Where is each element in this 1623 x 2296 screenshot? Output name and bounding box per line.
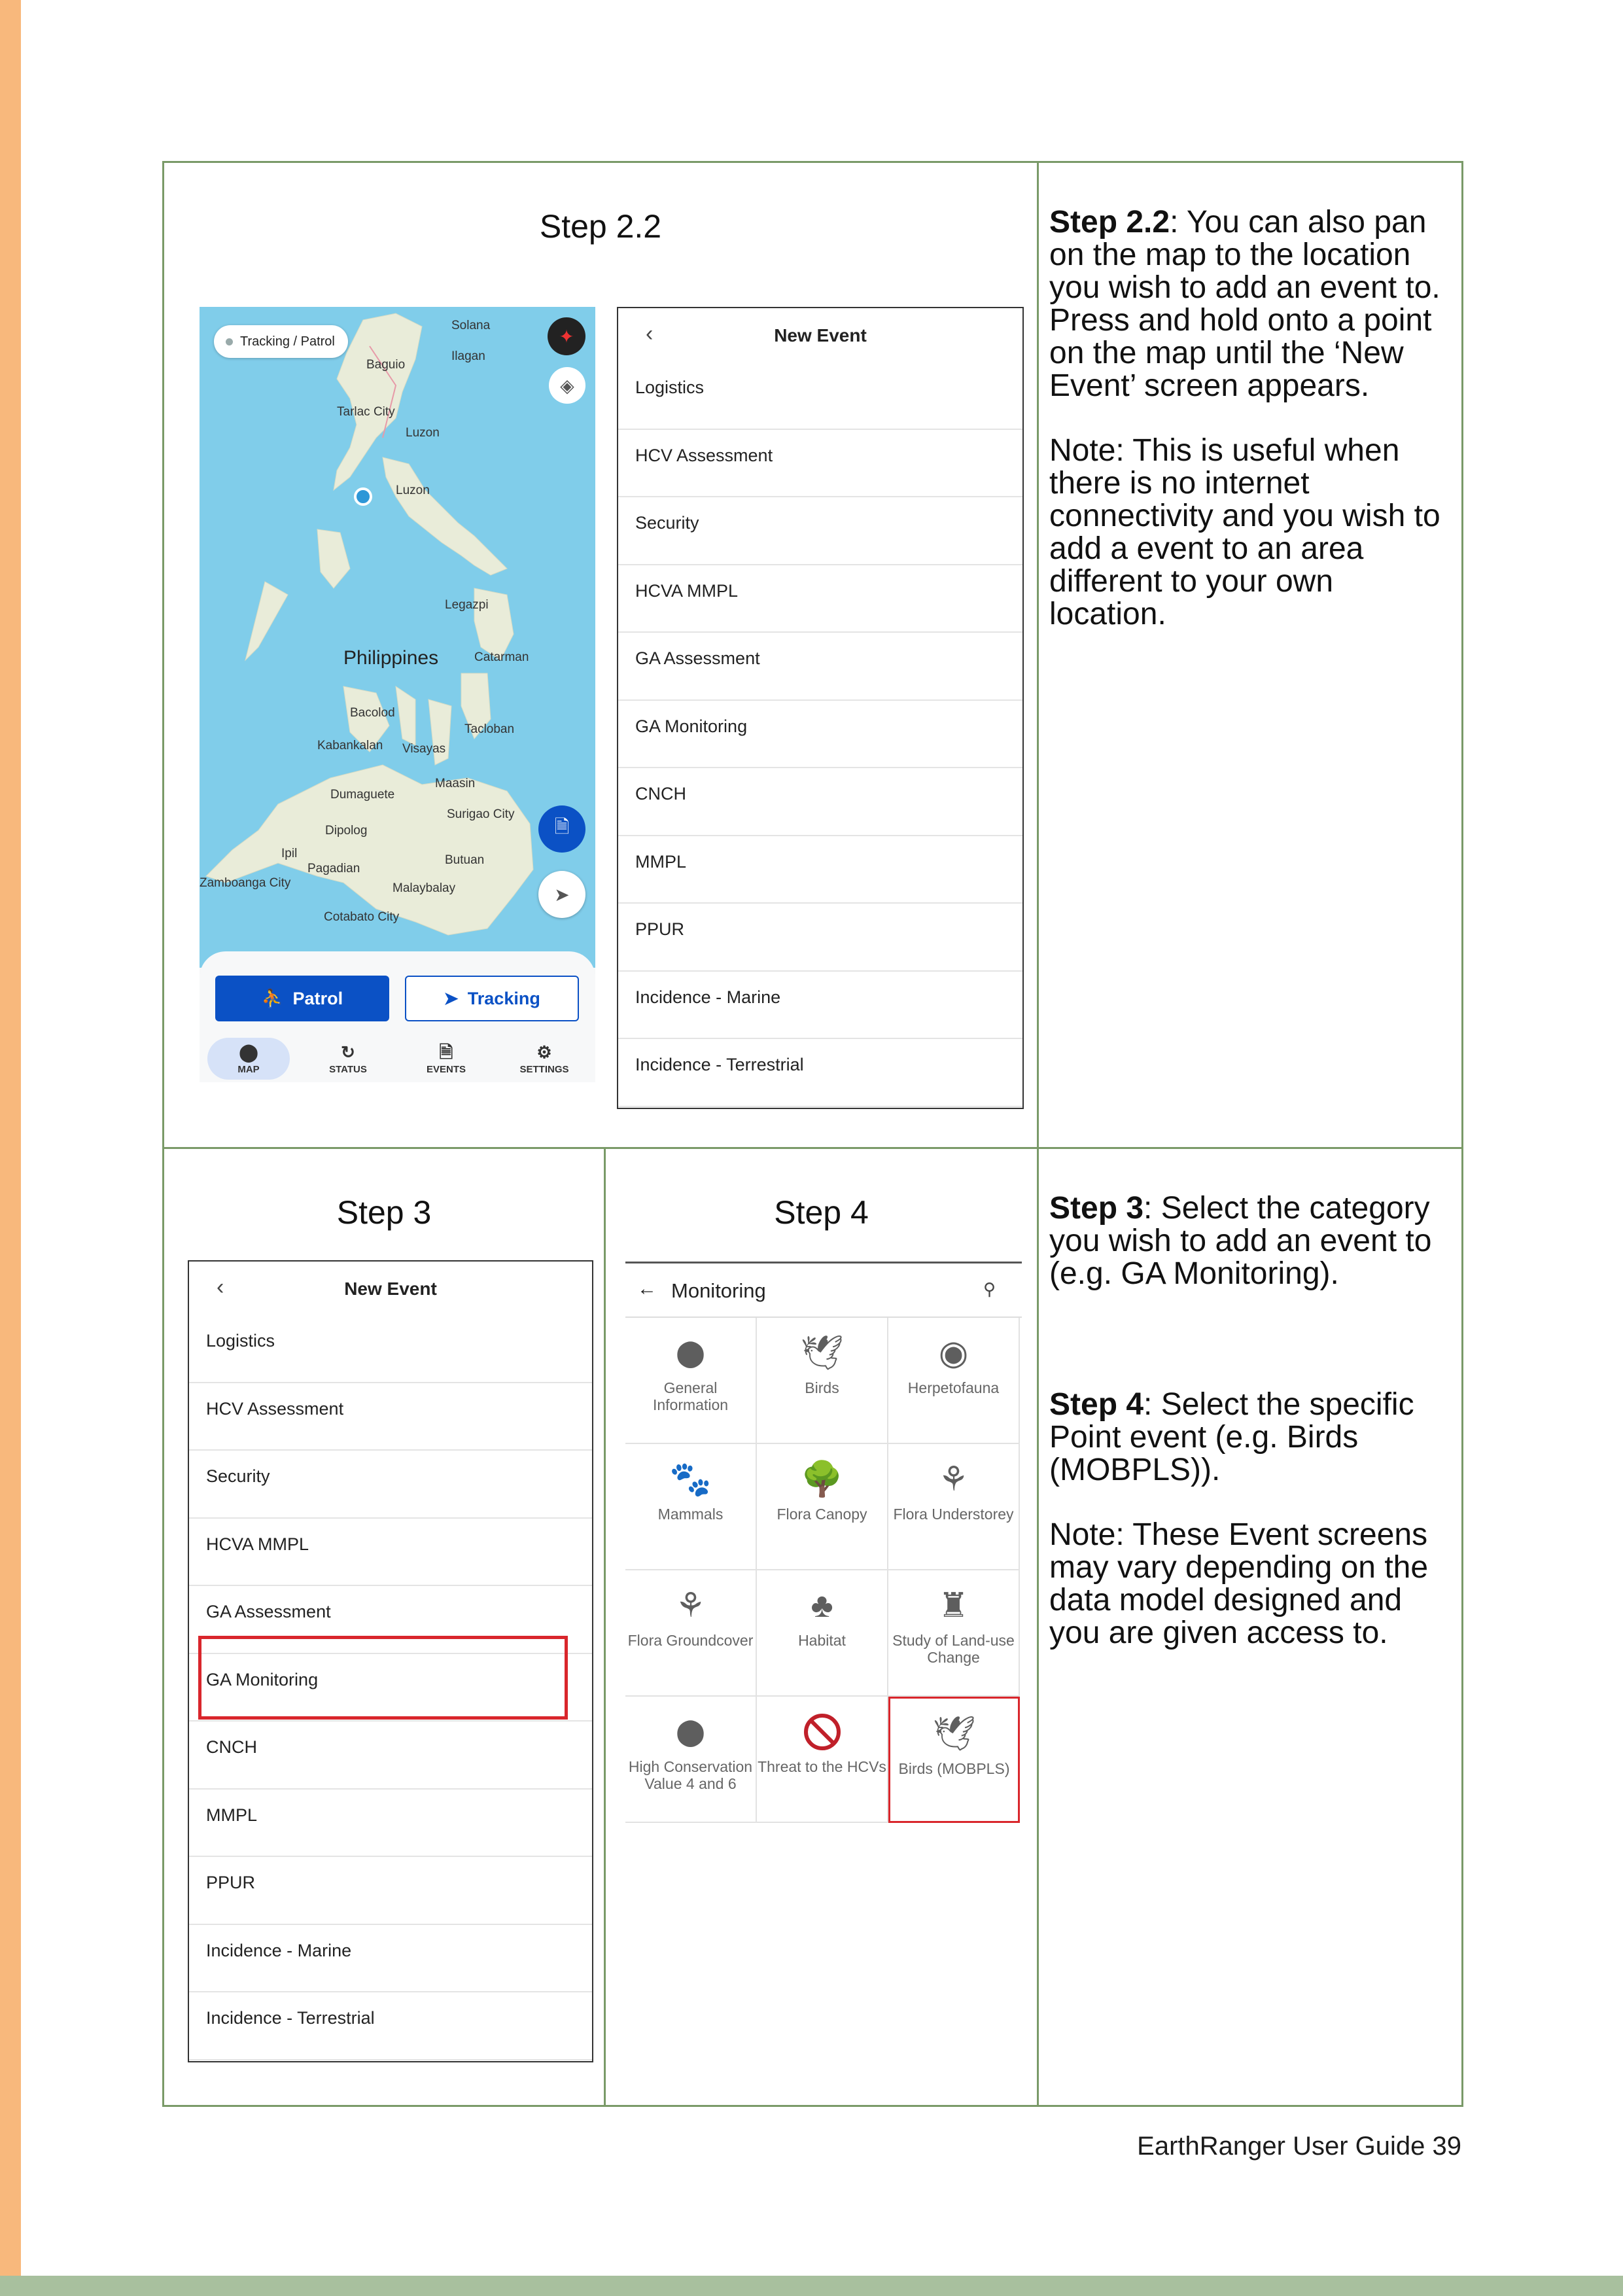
locate-icon[interactable]: ➤ (538, 871, 585, 918)
map-label-malaybalay: Malaybalay (393, 881, 456, 895)
step34-description-cell (1038, 1148, 1463, 2106)
nav-status[interactable] (307, 1038, 389, 1080)
step22-image-cell (164, 162, 1038, 1148)
step4-note: Note: These Event screens may vary depending on the data model designed and you are given access to. (1049, 1517, 1429, 1651)
step3-bold: Step 3 (1049, 1191, 1144, 1226)
ga-monitoring-highlight (198, 1636, 568, 1720)
monitoring-item-label: Habitat (798, 1632, 846, 1649)
monitoring-item[interactable] (625, 1444, 757, 1570)
dot-icon: ⬤ (676, 1339, 705, 1368)
new-event-title: New Event (774, 325, 867, 345)
step4-text: : Select the specific Point event (e.g. Birds (MOBPLS)). (1049, 1386, 1414, 1487)
list-item[interactable]: HCVA MMPL (618, 565, 1022, 633)
step22-bold: Step 2.2 (1049, 205, 1170, 239)
list-item[interactable]: HCV Assessment (189, 1383, 592, 1451)
patrol-button[interactable] (215, 976, 389, 1021)
map-label-catarman: Catarman (474, 650, 529, 664)
habitat-icon: ♣ (811, 1587, 833, 1625)
back-chevron-icon[interactable]: ‹ (646, 321, 654, 346)
map-label-butuan: Butuan (445, 853, 485, 867)
step22-description-cell (1038, 162, 1463, 1148)
monitoring-item-label: Flora Understorey (893, 1506, 1014, 1523)
list-item[interactable]: PPUR (189, 1857, 592, 1925)
step22-title: Step 2.2 (539, 208, 662, 245)
tracking-arrow-icon: ➤ (444, 988, 459, 1008)
document-icon: 🗎 (439, 1042, 453, 1062)
map-screenshot (200, 307, 595, 1082)
patrol-icon: ⛹ (261, 989, 284, 1008)
step22-text: : You can also pan on the map to the location you wish to add an event to. Press and hold onto a point on the map until the ‘New Event’ screen appears. (1049, 205, 1440, 403)
map-label-luzon: Luzon (406, 426, 440, 440)
list-item[interactable]: MMPL (189, 1790, 592, 1858)
monitoring-header (625, 1262, 1022, 1316)
step22-note: Note: This is useful when there is no internet connectivity and you wish to add a event to an area different to your own location. (1049, 433, 1440, 631)
bird-icon: 🕊 (800, 1334, 844, 1372)
list-item[interactable]: Logistics (189, 1315, 592, 1383)
map-pin-icon: ⬤ (239, 1042, 258, 1062)
nav-map[interactable] (207, 1038, 290, 1080)
map-label-pagadian: Pagadian (307, 862, 360, 875)
list-item[interactable]: Incidence - Marine (189, 1925, 592, 1993)
map-label-visayas: Visayas (402, 742, 446, 756)
monitoring-item-label: General Information (652, 1379, 729, 1414)
bottom-nav (200, 1038, 595, 1082)
list-item[interactable]: Logistics (618, 362, 1022, 430)
map-label-kabankalan: Kabankalan (317, 739, 383, 752)
tracking-button[interactable] (405, 976, 579, 1021)
bird-icon: 🕊 (932, 1715, 976, 1753)
nav-status-label: STATUS (329, 1064, 367, 1075)
nav-map-label: MAP (237, 1064, 260, 1075)
step3-title: Step 3 (336, 1194, 432, 1231)
monitoring-item[interactable] (757, 1697, 888, 1823)
monitoring-item-label: Flora Groundcover (627, 1632, 754, 1649)
map-label-tarlac: Tarlac City (337, 405, 395, 419)
add-report-icon[interactable]: 🗎 (538, 805, 585, 853)
list-item[interactable]: GA Assessment (618, 633, 1022, 701)
list-item[interactable]: HCV Assessment (618, 430, 1022, 498)
page-footer: EarthRanger User Guide 39 (1137, 2132, 1461, 2161)
list-item[interactable]: GA Monitoring (189, 1654, 592, 1722)
step4-image-cell (605, 1148, 1038, 2106)
step4-description (1049, 1388, 1450, 1487)
list-item[interactable]: MMPL (618, 836, 1022, 904)
stump-icon: ♜ (938, 1587, 969, 1625)
monitoring-item-label: High Conservation Value 4 and 6 (628, 1758, 753, 1793)
tracking-patrol-pill[interactable]: Tracking / Patrol (214, 325, 348, 358)
monitoring-item[interactable] (625, 1570, 757, 1697)
nav-settings[interactable] (503, 1038, 585, 1080)
monitoring-item[interactable] (757, 1444, 888, 1570)
map-view[interactable] (200, 307, 595, 968)
monitoring-title: Monitoring (671, 1279, 766, 1302)
prohibited-icon (757, 1708, 887, 1756)
monitoring-item[interactable] (757, 1570, 888, 1697)
map-label-ipil: Ipil (281, 847, 298, 860)
map-label-bacolod: Bacolod (350, 706, 395, 720)
tracking-button-label: Tracking (467, 988, 540, 1008)
map-label-solana: Solana (451, 319, 491, 332)
monitoring-item[interactable] (625, 1697, 757, 1823)
map-label-baguio: Baguio (366, 358, 406, 372)
monitoring-item-label: Flora Canopy (777, 1506, 867, 1523)
list-item[interactable]: HCVA MMPL (189, 1519, 592, 1587)
monitoring-item-label: Threat to the HCVs (758, 1758, 886, 1775)
step3-description (1049, 1192, 1450, 1290)
back-arrow-icon[interactable]: ← (637, 1278, 657, 1299)
monitoring-item-label: Mammals (657, 1506, 724, 1523)
map-label-luzon-2: Luzon (396, 484, 430, 497)
step4-bold: Step 4 (1049, 1386, 1144, 1422)
new-event-title: New Event (344, 1279, 437, 1299)
map-label-ilagan: Ilagan (451, 349, 485, 363)
list-item[interactable]: CNCH (189, 1722, 592, 1790)
nav-events-label: EVENTS (426, 1064, 466, 1075)
list-item[interactable]: GA Assessment (189, 1586, 592, 1654)
new-event-screen-a (617, 307, 1024, 1109)
monitoring-item[interactable] (888, 1570, 1020, 1697)
map-label-philippines: Philippines (343, 647, 439, 669)
left-accent-bar (0, 0, 21, 2296)
guide-table (162, 161, 1463, 2107)
map-label-tacloban: Tacloban (464, 722, 515, 736)
map-bottom-sheet (200, 951, 595, 1082)
monitoring-item[interactable] (757, 1318, 888, 1444)
monitoring-grid (625, 1316, 1022, 1823)
layers-icon[interactable]: ◈ (549, 367, 585, 404)
back-chevron-icon[interactable]: ‹ (217, 1275, 224, 1299)
dot-icon: ⬤ (676, 1718, 705, 1746)
mammal-icon: 🐾 (669, 1460, 712, 1498)
map-label-surigao: Surigao City (447, 807, 515, 821)
monitoring-item-label: Birds (MOBPLS) (898, 1760, 1010, 1777)
list-item[interactable]: GA Monitoring (618, 701, 1022, 769)
map-label-cotabato: Cotabato City (324, 910, 400, 924)
monitoring-item-label: Study of Land-use Change (892, 1632, 1015, 1667)
list-item[interactable]: Security (189, 1451, 592, 1519)
step3-text: : Select the category you wish to add an event to (e.g. GA Monitoring). (1049, 1191, 1432, 1291)
step22-description (1049, 206, 1450, 402)
list-item[interactable]: Incidence - Terrestrial (618, 1039, 1022, 1107)
map-label-dumaguete: Dumaguete (330, 788, 395, 802)
sprout-icon: ⚘ (675, 1587, 706, 1625)
map-label-dipolog: Dipolog (325, 824, 368, 838)
tree-icon: 🌳 (801, 1460, 843, 1498)
list-item[interactable]: Incidence - Marine (618, 972, 1022, 1040)
compass-icon[interactable]: ✦ (548, 317, 585, 355)
new-event-list (618, 362, 1022, 1107)
list-item[interactable]: CNCH (618, 768, 1022, 836)
list-item[interactable]: PPUR (618, 904, 1022, 972)
map-label-legazpi: Legazpi (445, 598, 489, 612)
search-icon[interactable]: ⚲ (983, 1279, 996, 1299)
status-icon: ↻ (341, 1042, 355, 1062)
bottom-accent-bar (0, 2276, 1623, 2296)
map-label-zamboanga: Zamboanga City (200, 876, 291, 890)
sprout-icon: ⚘ (938, 1460, 969, 1498)
nav-events[interactable] (405, 1038, 487, 1080)
step4-title: Step 4 (774, 1194, 869, 1231)
monitoring-item[interactable] (625, 1318, 757, 1444)
nav-settings-label: SETTINGS (519, 1064, 569, 1075)
step3-image-cell (164, 1148, 605, 2106)
list-item[interactable]: Security (618, 497, 1022, 565)
gear-icon: ⚙ (536, 1042, 552, 1062)
monitoring-screen (625, 1262, 1022, 1823)
monitoring-item[interactable] (888, 1444, 1020, 1570)
patrol-button-label: Patrol (292, 988, 343, 1008)
monitoring-item-label: Birds (805, 1379, 839, 1396)
lizard-icon: ◉ (938, 1334, 969, 1372)
monitoring-item[interactable] (888, 1318, 1020, 1444)
philippines-map-shape (200, 307, 595, 968)
map-label-maasin: Maasin (435, 777, 476, 790)
list-item[interactable]: Incidence - Terrestrial (189, 1992, 592, 2060)
monitoring-item[interactable] (888, 1697, 1020, 1823)
monitoring-item-label: Herpetofauna (907, 1379, 1000, 1396)
